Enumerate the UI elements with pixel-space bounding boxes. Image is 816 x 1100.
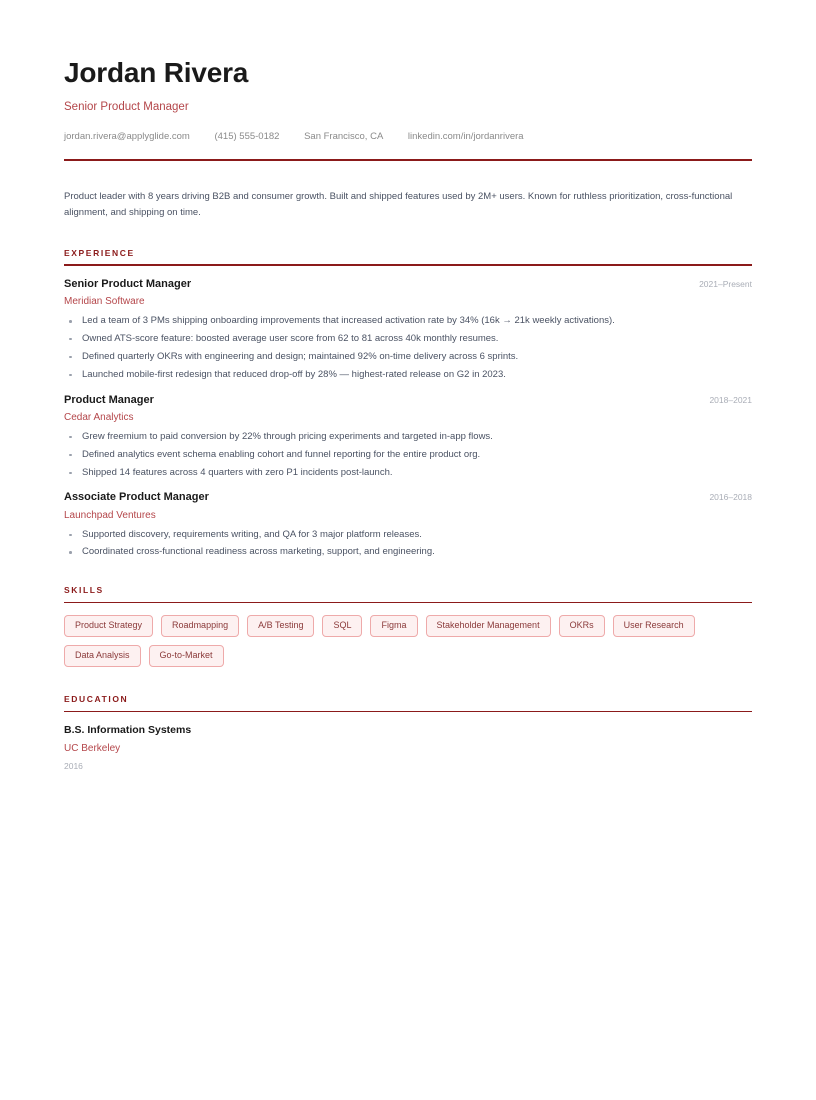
- education-degree: B.S. Information Systems: [64, 724, 192, 737]
- section-experience: [64, 249, 752, 558]
- section-divider-education: [64, 711, 752, 713]
- candidate-headline: Senior Product Manager: [64, 100, 189, 113]
- education-school: UC Berkeley: [64, 742, 121, 754]
- experience-bullet: Defined analytics event schema enabling cohort and funnel reporting for the entire product org.: [64, 449, 752, 461]
- experience-role: Product Manager: [64, 393, 154, 406]
- experience-bullet: Defined quarterly OKRs with engineering and design; maintained 92% on-time delivery across 6 sprints.: [64, 351, 752, 363]
- contact-location: San Francisco, CA: [304, 130, 384, 142]
- skill-chip[interactable]: Stakeholder Management: [426, 615, 551, 637]
- skill-chip[interactable]: User Research: [613, 615, 695, 637]
- experience-entry-header: [64, 491, 752, 504]
- skill-chip[interactable]: SQL: [322, 615, 362, 637]
- experience-entry-header: [64, 394, 752, 407]
- resume-header: [64, 48, 752, 142]
- skill-chip[interactable]: Product Strategy: [64, 615, 153, 637]
- experience-company: Launchpad Ventures: [64, 509, 156, 521]
- education-entry: [64, 724, 752, 771]
- experience-bullet: Owned ATS-score feature: boosted average user score from 62 to 81 across 40k monthly resumes.: [64, 333, 752, 345]
- skill-chip[interactable]: Data Analysis: [64, 645, 141, 667]
- experience-role: Senior Product Manager: [64, 277, 192, 290]
- experience-role: Associate Product Manager: [64, 491, 209, 504]
- skill-chip[interactable]: Go-to-Market: [149, 645, 224, 667]
- experience-entry: [64, 278, 752, 381]
- header-divider: [64, 159, 752, 161]
- contact-email[interactable]: jordan.rivera@applyglide.com: [64, 130, 190, 142]
- section-education: [64, 695, 752, 771]
- experience-entry: [64, 491, 752, 558]
- candidate-name: Jordan Rivera: [64, 57, 249, 88]
- experience-bullet: Shipped 14 features across 4 quarters with zero P1 incidents post-launch.: [64, 467, 752, 479]
- contact-phone[interactable]: (415) 555-0182: [214, 130, 280, 142]
- experience-entry: [64, 394, 752, 479]
- experience-bullet: Led a team of 3 PMs shipping onboarding improvements that increased activation rate by 34% (16k → 21k weekly activations).: [64, 315, 752, 327]
- experience-company: Meridian Software: [64, 296, 145, 308]
- section-title-education: EDUCATION: [64, 694, 129, 705]
- section-title-skills: SKILLS: [64, 585, 104, 596]
- skill-chip[interactable]: Figma: [370, 615, 417, 637]
- section-title-experience: EXPERIENCE: [64, 247, 135, 258]
- contact-row: [64, 131, 752, 142]
- education-year: 2016: [64, 760, 83, 771]
- skill-chip[interactable]: Roadmapping: [161, 615, 239, 637]
- experience-entry-header: [64, 278, 752, 291]
- experience-bullets: [64, 529, 752, 559]
- contact-linkedin[interactable]: linkedin.com/in/jordanrivera: [407, 130, 524, 142]
- experience-bullet: Grew freemium to paid conversion by 22% through pricing experiments and targeted in-app flows.: [64, 431, 752, 443]
- experience-bullet: Coordinated cross-functional readiness across marketing, support, and engineering.: [64, 546, 752, 558]
- experience-bullets: [64, 431, 752, 479]
- experience-company: Cedar Analytics: [64, 411, 134, 423]
- skill-chip[interactable]: OKRs: [559, 615, 605, 637]
- section-skills: [64, 586, 752, 667]
- section-divider-skills: [64, 602, 752, 604]
- experience-dates: 2016–2018: [709, 492, 752, 503]
- skills-list: [64, 615, 752, 667]
- skill-chip[interactable]: A/B Testing: [247, 615, 314, 637]
- professional-summary: Product leader with 8 years driving B2B and consumer growth. Built and shipped features used by 2M+ users. Known for ruthless prioritization, cross-functional alignment, and shipping on time.: [64, 190, 733, 218]
- experience-bullet: Supported discovery, requirements writing, and QA for 3 major platform releases.: [64, 529, 752, 541]
- section-divider-experience: [64, 264, 752, 266]
- experience-dates: 2021–Present: [699, 278, 752, 289]
- experience-bullet: Launched mobile-first redesign that reduced drop-off by 28% — highest-rated release on G2 in 2023.: [64, 369, 752, 381]
- experience-bullets: [64, 315, 752, 381]
- experience-dates: 2018–2021: [709, 394, 752, 405]
